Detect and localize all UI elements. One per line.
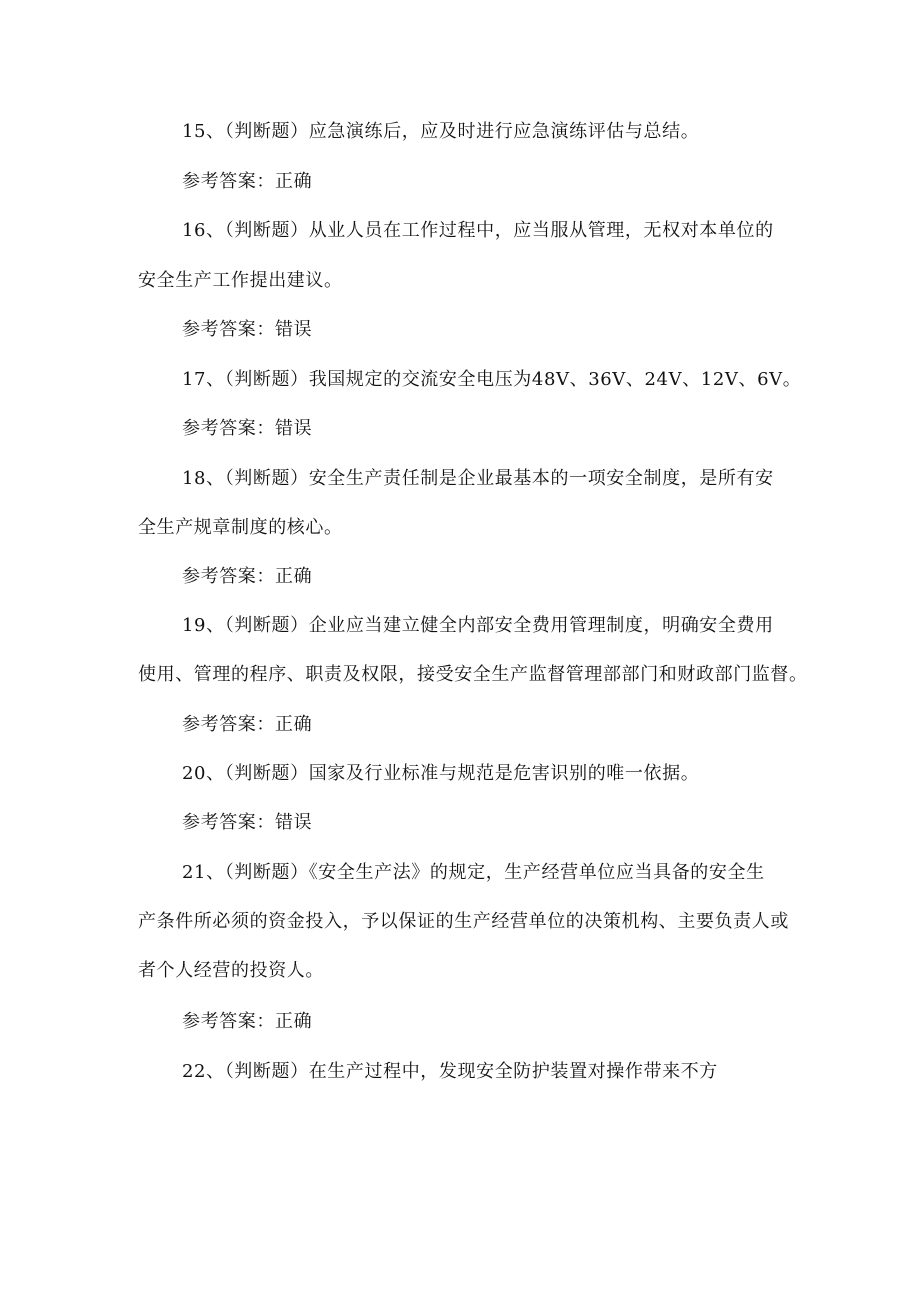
question-17-line-1: 17、（判断题）我国规定的交流安全电压为48V、36V、24V、12V、6V。 — [182, 369, 802, 390]
answer-17: 参考答案：错误 — [182, 418, 313, 439]
question-18-line-1: 18、（判断题）安全生产责任制是企业最基本的一项安全制度，是所有安 — [182, 468, 774, 489]
answer-16: 参考答案：错误 — [182, 319, 313, 340]
answer-15: 参考答案：正确 — [182, 171, 313, 192]
question-21-line-3: 者个人经营的投资人。 — [138, 960, 324, 981]
question-19-line-1: 19、（判断题）企业应当建立健全内部安全费用管理制度，明确安全费用 — [182, 615, 774, 636]
question-21-line-1: 21、（判断题）《安全生产法》的规定，生产经营单位应当具备的安全生 — [182, 862, 765, 883]
question-22-line-1: 22、（判断题）在生产过程中，发现安全防护装置对操作带来不方 — [182, 1061, 718, 1082]
question-19-line-2: 使用、管理的程序、职责及权限，接受安全生产监督管理部部门和财政部门监督。 — [138, 664, 808, 685]
question-16-line-1: 16、（判断题）从业人员在工作过程中，应当服从管理，无权对本单位的 — [182, 220, 774, 241]
answer-19: 参考答案：正确 — [182, 714, 313, 735]
question-16-line-2: 安全生产工作提出建议。 — [138, 270, 343, 291]
question-20-line-1: 20、（判断题）国家及行业标准与规范是危害识别的唯一依据。 — [182, 763, 700, 784]
answer-18: 参考答案：正确 — [182, 566, 313, 587]
answer-20: 参考答案：错误 — [182, 812, 313, 833]
question-21-line-2: 产条件所必须的资金投入，予以保证的生产经营单位的决策机构、主要负责人或 — [138, 911, 789, 932]
question-15-line-1: 15、（判断题）应急演练后，应及时进行应急演练评估与总结。 — [182, 121, 700, 142]
answer-21: 参考答案：正确 — [182, 1011, 313, 1032]
question-18-line-2: 全生产规章制度的核心。 — [138, 517, 343, 538]
